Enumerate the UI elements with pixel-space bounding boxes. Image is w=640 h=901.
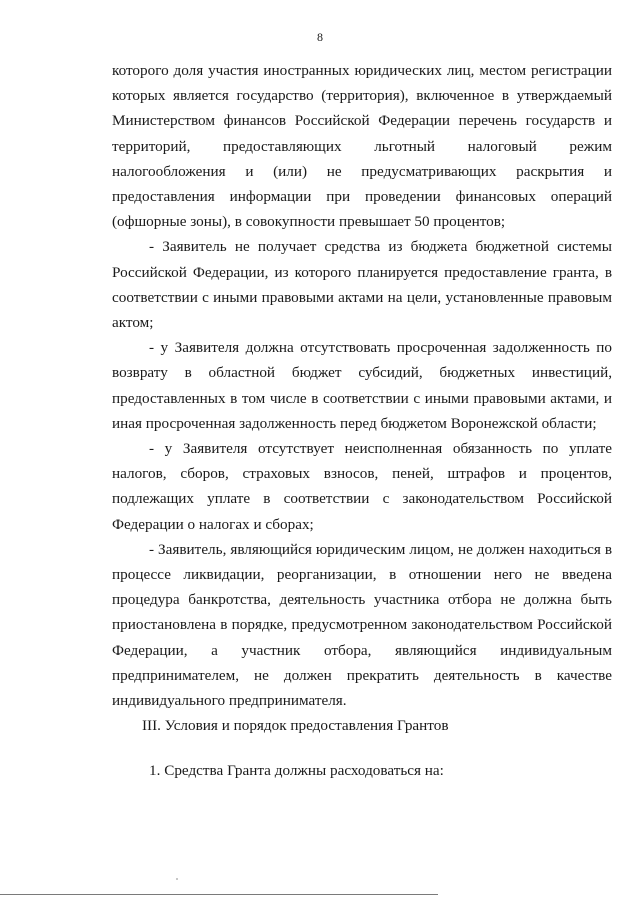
- paragraph-continuation: которого доля участия иностранных юридических лиц, местом регистрации которых является государство (территория), включенное в утверждаемый Министерством финансов Российской Федерации перечень государств и территорий, предоставляющих льготный налоговый режим налогообложения и (или) не предусматривающих раскрытия и предоставления информации при проведении финансовых операций (офшорные зоны), в совокупности превышает 50 процентов;: [112, 62, 612, 231]
- scan-speck: [176, 878, 178, 880]
- paragraph-no-liquidation: - Заявитель, являющийся юридическим лицом, не должен находиться в процессе ликвидации, реорганизации, в отношении него не введена процедура банкротства, деятельность участника отбора не должна быть приостановлена в порядке, предусмотренном законодательством Российской Федерации, а участник отбора, являющийся индивидуальным предпринимателем, не должен прекратить деятельность в качестве индивидуального предпринимателя.: [112, 540, 612, 710]
- bottom-rule: [0, 894, 438, 895]
- paragraph-no-tax-arrears: - у Заявителя отсутствует неисполненная обязанность по уплате налогов, сборов, страховых взносов, пеней, штрафов и процентов, подлежащих уплате в соответствии с законодательством Российской Федерации о налогах и сборах;: [112, 440, 612, 533]
- paragraph-no-overdue-debt: - у Заявителя должна отсутствовать просроченная задолженность по возврату в областной бюджет субсидий, бюджетных инвестиций, предоставленных в том числе в соответствии с иными правовыми актами, и иная просроченная задолженность перед бюджетом Воронежской области;: [112, 339, 612, 432]
- section-heading: III. Условия и порядок предоставления Грантов: [142, 717, 449, 735]
- list-item-1: 1. Средства Гранта должны расходоваться на:: [149, 762, 444, 780]
- paragraph-no-budget-funds: - Заявитель не получает средства из бюджета бюджетной системы Российской Федерации, из которого планируется предоставление гранта, в соответствии с иными правовыми актами на цели, установленные правовым актом;: [112, 238, 612, 332]
- document-body: [112, 58, 612, 784]
- page-number: 8: [317, 30, 323, 44]
